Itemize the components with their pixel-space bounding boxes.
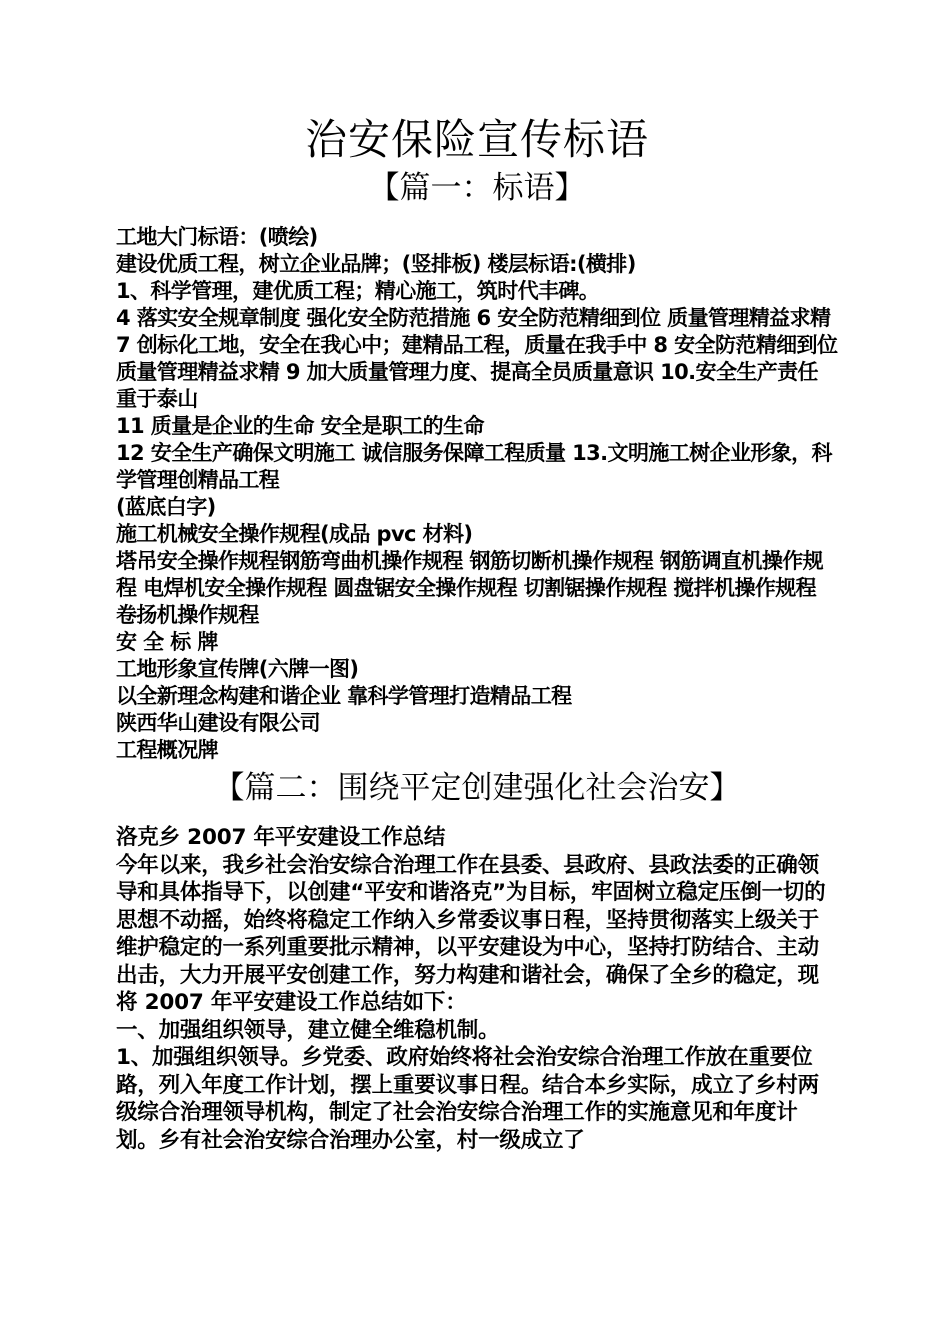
section-body-2	[116, 824, 838, 1154]
paragraph: (蓝底白字)	[116, 495, 216, 519]
paragraph: 一、加强组织领导，建立健全维稳机制。	[116, 1017, 500, 1043]
paragraph: 1、加强组织领导。乡党委、政府始终将社会治安综合治理工作放在重要位路，列入年度工作计划，摆上重要议事日程。结合本乡实际，成立了乡村两级综合治理领导机构，制定了社会治安综合治理工作的实施意见和年度计划。乡有社会治安综合治理办公室，村一级成立了	[116, 1045, 819, 1153]
paragraph: 7 创标化工地，安全在我心中；建精品工程，质量在我手中 8 安全防范精细到位 质量管理精益求精 9 加大质量管理力度、提高全员质量意识 10.安全生产责任重于泰山	[116, 333, 838, 411]
paragraph: 陕西华山建设有限公司	[116, 711, 320, 735]
paragraph: 施工机械安全操作规程(成品 pvc 材料)	[116, 522, 473, 546]
paragraph: 建设优质工程，树立企业品牌；(竖排板) 楼层标语:(横排)	[116, 252, 636, 276]
paragraph: 今年以来，我乡社会治安综合治理工作在县委、县政府、县政法委的正确领导和具体指导下，以创建“平安和谐洛克”为目标，牢固树立稳定压倒一切的思想不动摇，始终将稳定工作纳入乡常委议事日程，坚持贯彻落实上级关于维护稳定的一系列重要批示精神，以平安建设为中心，坚持打防结合、主动出击，大力开展平安创建工作，努力构建和谐社会，确保了全乡的稳定，现将 2007 年平安建设工作总结如下：	[116, 852, 826, 1015]
paragraph: 11 质量是企业的生命 安全是职工的生命	[116, 414, 484, 438]
paragraph: 工地形象宣传牌(六牌一图)	[116, 657, 359, 681]
paragraph: 12 安全生产确保文明施工 诚信服务保障工程质量 13.文明施工树企业形象，科学管理创精品工程	[116, 441, 832, 492]
section-heading-1: 【篇一：标语】	[368, 170, 586, 206]
paragraph: 1、科学管理，建优质工程；精心施工，筑时代丰碑。	[116, 279, 600, 303]
section-body-1	[116, 224, 838, 764]
paragraph: 工程概况牌	[116, 738, 218, 762]
paragraph: 安 全 标 牌	[116, 630, 218, 654]
paragraph: 洛克乡 2007 年平安建设工作总结	[116, 825, 446, 850]
section-heading-2: 【篇二：围绕平定创建强化社会治安】	[213, 770, 741, 806]
paragraph: 塔吊安全操作规程钢筋弯曲机操作规程 钢筋切断机操作规程 钢筋调直机操作规程 电焊机安全操作规程 圆盘锯安全操作规程 切割锯操作规程 搅拌机操作规程 卷扬机操作规程	[116, 549, 824, 627]
document-title: 治安保险宣传标语	[304, 115, 649, 164]
paragraph: 以全新理念构建和谐企业 靠科学管理打造精品工程	[116, 684, 572, 708]
paragraph: 4 落实安全规章制度 强化安全防范措施 6 安全防范精细到位 质量管理精益求精	[116, 306, 831, 330]
paragraph: 工地大门标语：(喷绘)	[116, 225, 318, 249]
